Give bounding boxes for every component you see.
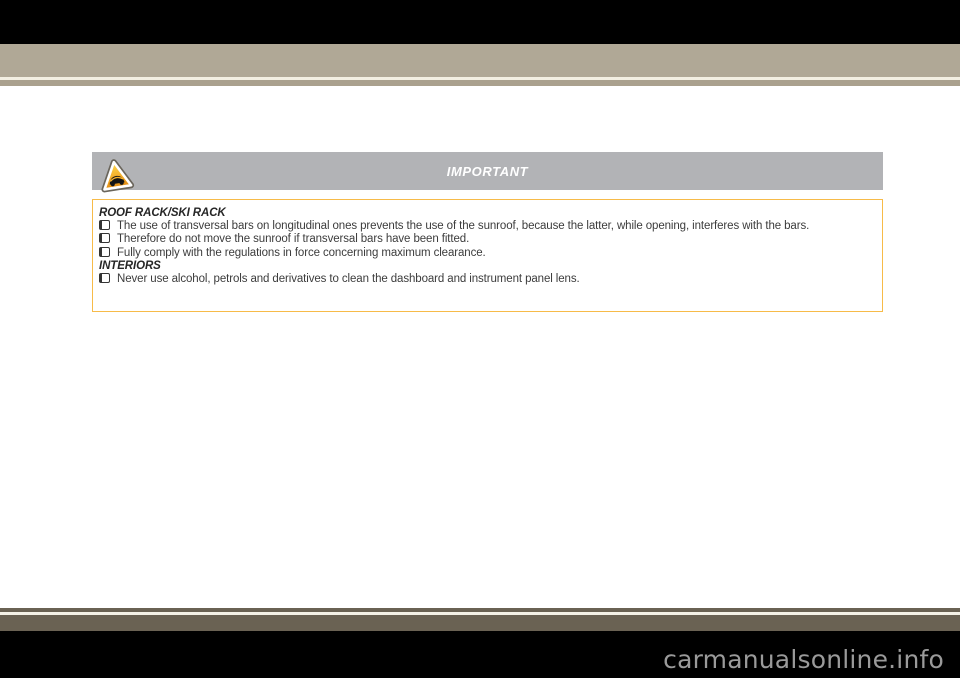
bottom-olive-bar (0, 615, 960, 631)
notice-item (99, 233, 876, 246)
checkbox-bullet-icon (99, 233, 110, 243)
top-tan-divider (0, 80, 960, 86)
top-tan-bar (0, 44, 960, 77)
important-header-label: IMPORTANT (446, 163, 529, 179)
important-header-bar (92, 152, 883, 190)
section-heading-roof-rack: ROOF RACK/SKI RACK (99, 207, 226, 219)
notice-item (99, 273, 876, 286)
section-heading-interiors: INTERIORS (99, 259, 161, 272)
watermark-text: carmanualsonline.info (663, 645, 944, 674)
checkbox-bullet-icon (99, 273, 110, 283)
notice-item-text: Therefore do not move the sunroof if transversal bars have been fitted. (117, 233, 470, 246)
notice-item-text: The use of transversal bars on longitudinal ones prevents the use of the sunroof, because the latter, while opening, interferes with the bars. (117, 220, 810, 233)
notice-item-text: Fully comply with the regulations in force concerning maximum clearance. (117, 246, 486, 259)
page-footer (0, 608, 960, 678)
top-black-bar (0, 0, 960, 44)
notice-item (99, 247, 876, 260)
notice-item-text: Never use alcohol, petrols and derivatives to clean the dashboard and instrument panel lens. (117, 273, 580, 286)
notice-box (92, 199, 883, 312)
notice-item (99, 220, 876, 233)
bottom-black-bar (0, 631, 960, 678)
checkbox-bullet-icon (99, 247, 110, 257)
checkbox-bullet-icon (99, 220, 110, 230)
